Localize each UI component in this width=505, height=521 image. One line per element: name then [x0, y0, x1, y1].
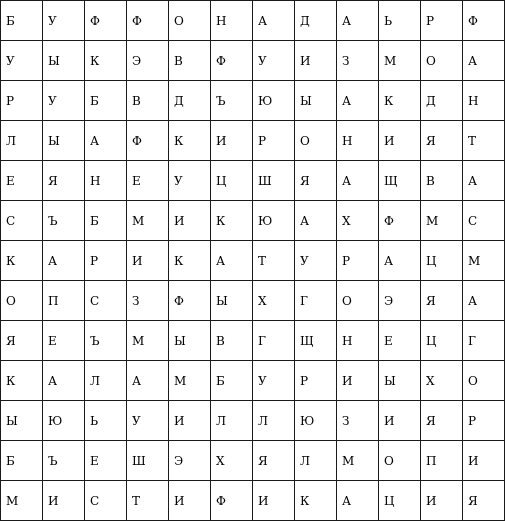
letter-cell[interactable]: Ы — [295, 81, 337, 121]
letter-cell[interactable]: А — [43, 361, 85, 401]
letter-cell[interactable]: С — [1, 201, 43, 241]
letter-cell[interactable]: П — [421, 441, 463, 481]
letter-cell[interactable]: Б — [1, 1, 43, 41]
letter-cell[interactable]: Р — [337, 241, 379, 281]
letter-cell[interactable]: А — [463, 161, 505, 201]
letter-cell[interactable]: И — [379, 401, 421, 441]
letter-cell[interactable]: Д — [421, 81, 463, 121]
letter-cell[interactable]: А — [337, 481, 379, 521]
letter-cell[interactable]: Н — [337, 121, 379, 161]
letter-cell[interactable]: Ф — [463, 1, 505, 41]
letter-cell[interactable]: И — [421, 481, 463, 521]
letter-cell[interactable]: Л — [1, 121, 43, 161]
letter-cell[interactable]: Я — [421, 121, 463, 161]
letter-cell[interactable]: О — [295, 121, 337, 161]
letter-cell[interactable]: Ы — [43, 41, 85, 81]
letter-cell[interactable]: Ц — [421, 321, 463, 361]
letter-cell[interactable]: Ф — [127, 1, 169, 41]
letter-cell[interactable]: У — [253, 41, 295, 81]
letter-cell[interactable]: Л — [295, 441, 337, 481]
letter-cell[interactable]: Д — [295, 1, 337, 41]
letter-cell[interactable]: Е — [43, 321, 85, 361]
letter-cell[interactable]: Ь — [379, 1, 421, 41]
letter-cell[interactable]: А — [337, 81, 379, 121]
letter-cell[interactable]: Л — [211, 401, 253, 441]
letter-cell[interactable]: Р — [463, 401, 505, 441]
letter-cell[interactable]: Ы — [379, 361, 421, 401]
letter-cell[interactable]: К — [1, 361, 43, 401]
letter-cell[interactable]: Ъ — [211, 81, 253, 121]
letter-cell[interactable]: Ъ — [43, 201, 85, 241]
letter-cell[interactable]: Г — [463, 321, 505, 361]
letter-cell[interactable]: Э — [127, 41, 169, 81]
letter-cell[interactable]: А — [337, 1, 379, 41]
letter-cell[interactable]: Я — [253, 441, 295, 481]
letter-cell[interactable]: Я — [463, 481, 505, 521]
letter-cell[interactable]: О — [463, 361, 505, 401]
letter-cell[interactable]: Р — [421, 1, 463, 41]
letter-cell[interactable]: Е — [127, 161, 169, 201]
letter-cell[interactable]: Ф — [169, 281, 211, 321]
letter-cell[interactable]: Я — [421, 281, 463, 321]
grid-row — [1, 401, 505, 441]
letter-cell[interactable]: Ы — [169, 321, 211, 361]
letter-cell[interactable]: Я — [1, 321, 43, 361]
letter-cell[interactable]: К — [211, 201, 253, 241]
letter-cell[interactable]: Г — [295, 281, 337, 321]
letter-cell[interactable]: Ц — [211, 161, 253, 201]
letter-cell[interactable]: Т — [463, 121, 505, 161]
letter-cell[interactable]: С — [85, 281, 127, 321]
letter-cell[interactable]: И — [169, 481, 211, 521]
grid-row — [1, 321, 505, 361]
letter-cell[interactable]: Н — [337, 321, 379, 361]
grid-row — [1, 241, 505, 281]
grid-row — [1, 1, 505, 41]
letter-cell[interactable]: Ф — [379, 201, 421, 241]
letter-cell[interactable]: Я — [295, 161, 337, 201]
letter-cell[interactable]: Б — [85, 201, 127, 241]
letter-cell[interactable]: О — [337, 281, 379, 321]
letter-cell[interactable]: Щ — [379, 161, 421, 201]
letter-cell[interactable]: К — [1, 241, 43, 281]
letter-cell[interactable]: М — [337, 441, 379, 481]
letter-cell[interactable]: А — [379, 241, 421, 281]
letter-cell[interactable]: Ф — [211, 41, 253, 81]
letter-cell[interactable]: Х — [211, 441, 253, 481]
letter-cell[interactable]: У — [169, 161, 211, 201]
letter-cell[interactable]: О — [421, 41, 463, 81]
letter-cell[interactable]: Ь — [85, 401, 127, 441]
letter-cell[interactable]: Ю — [253, 81, 295, 121]
letter-cell[interactable]: У — [43, 1, 85, 41]
letter-cell[interactable]: А — [85, 121, 127, 161]
letter-cell[interactable]: З — [337, 401, 379, 441]
grid-row — [1, 161, 505, 201]
letter-cell[interactable]: Т — [253, 241, 295, 281]
letter-cell[interactable]: Ф — [211, 481, 253, 521]
letter-cell[interactable]: Л — [253, 401, 295, 441]
letter-cell[interactable]: Б — [85, 81, 127, 121]
grid-row — [1, 441, 505, 481]
grid-row — [1, 361, 505, 401]
letter-cell[interactable]: М — [379, 41, 421, 81]
letter-cell[interactable]: Д — [169, 81, 211, 121]
letter-cell[interactable]: И — [169, 201, 211, 241]
letter-cell[interactable]: А — [127, 361, 169, 401]
letter-cell[interactable]: И — [379, 121, 421, 161]
letter-cell[interactable]: С — [463, 201, 505, 241]
letter-cell[interactable]: К — [169, 121, 211, 161]
letter-cell[interactable]: Т — [127, 481, 169, 521]
letter-cell[interactable]: М — [1, 481, 43, 521]
letter-cell[interactable]: О — [1, 281, 43, 321]
letter-cell[interactable]: Б — [211, 361, 253, 401]
letter-cell[interactable]: М — [421, 201, 463, 241]
letter-cell[interactable]: В — [169, 41, 211, 81]
letter-cell[interactable]: И — [211, 121, 253, 161]
letter-cell[interactable]: М — [463, 241, 505, 281]
grid-row — [1, 201, 505, 241]
grid-row — [1, 81, 505, 121]
letter-cell[interactable]: Х — [253, 281, 295, 321]
letter-cell[interactable]: А — [295, 201, 337, 241]
letter-cell[interactable]: Г — [253, 321, 295, 361]
letter-cell[interactable]: Н — [85, 161, 127, 201]
letter-cell[interactable]: Р — [253, 121, 295, 161]
letter-cell[interactable]: Л — [85, 361, 127, 401]
letter-cell[interactable]: К — [379, 81, 421, 121]
letter-cell[interactable]: У — [127, 401, 169, 441]
letter-cell[interactable]: Ы — [43, 121, 85, 161]
letter-table-body — [1, 1, 505, 521]
letter-cell[interactable]: О — [379, 441, 421, 481]
letter-cell[interactable]: В — [421, 161, 463, 201]
letter-cell[interactable]: Е — [379, 321, 421, 361]
letter-cell[interactable]: Ц — [379, 481, 421, 521]
letter-cell[interactable]: Я — [421, 401, 463, 441]
letter-cell[interactable]: И — [295, 41, 337, 81]
letter-cell[interactable]: А — [211, 241, 253, 281]
letter-cell[interactable]: Ю — [43, 401, 85, 441]
letter-cell[interactable]: Я — [43, 161, 85, 201]
letter-cell[interactable]: Е — [1, 161, 43, 201]
letter-cell[interactable]: И — [463, 441, 505, 481]
grid-row — [1, 481, 505, 521]
letter-cell[interactable]: Н — [211, 1, 253, 41]
letter-cell[interactable]: Ю — [295, 401, 337, 441]
letter-cell[interactable]: М — [169, 361, 211, 401]
grid-row — [1, 281, 505, 321]
letter-cell[interactable]: М — [127, 201, 169, 241]
letter-cell[interactable]: И — [337, 361, 379, 401]
letter-cell[interactable]: Ю — [253, 201, 295, 241]
letter-cell[interactable]: А — [337, 161, 379, 201]
letter-cell[interactable]: Ъ — [85, 321, 127, 361]
letter-cell[interactable]: Ф — [85, 1, 127, 41]
letter-cell[interactable]: И — [43, 481, 85, 521]
letter-cell[interactable]: П — [43, 281, 85, 321]
letter-cell[interactable]: К — [169, 241, 211, 281]
letter-cell[interactable]: И — [253, 481, 295, 521]
letter-cell[interactable]: В — [127, 81, 169, 121]
letter-cell[interactable]: Ы — [1, 401, 43, 441]
letter-cell[interactable]: А — [463, 41, 505, 81]
letter-cell[interactable]: З — [127, 281, 169, 321]
letter-cell[interactable]: Р — [295, 361, 337, 401]
letter-cell[interactable]: И — [169, 401, 211, 441]
letter-cell[interactable]: Щ — [295, 321, 337, 361]
letter-cell[interactable]: О — [169, 1, 211, 41]
letter-cell[interactable]: Ф — [127, 121, 169, 161]
letter-cell[interactable]: Э — [379, 281, 421, 321]
letter-cell[interactable]: К — [85, 41, 127, 81]
letter-cell[interactable]: М — [127, 321, 169, 361]
letter-cell[interactable]: Р — [85, 241, 127, 281]
letter-cell[interactable]: У — [43, 81, 85, 121]
letter-cell[interactable]: Н — [463, 81, 505, 121]
letter-cell[interactable]: Х — [337, 201, 379, 241]
letter-cell[interactable]: В — [211, 321, 253, 361]
letter-cell[interactable]: С — [85, 481, 127, 521]
letter-cell[interactable]: Ш — [253, 161, 295, 201]
letter-cell[interactable]: Ш — [127, 441, 169, 481]
letter-cell[interactable]: А — [463, 281, 505, 321]
letter-cell[interactable]: А — [253, 1, 295, 41]
letter-cell[interactable]: Б — [1, 441, 43, 481]
letter-cell[interactable]: К — [295, 481, 337, 521]
letter-cell[interactable]: Х — [421, 361, 463, 401]
letter-cell[interactable]: Ц — [421, 241, 463, 281]
letter-cell[interactable]: Е — [85, 441, 127, 481]
letter-cell[interactable]: Р — [1, 81, 43, 121]
letter-cell[interactable]: З — [337, 41, 379, 81]
letter-cell[interactable]: Ъ — [43, 441, 85, 481]
letter-cell[interactable]: Ы — [211, 281, 253, 321]
letter-cell[interactable]: Э — [169, 441, 211, 481]
letter-cell[interactable]: У — [1, 41, 43, 81]
letter-cell[interactable]: И — [127, 241, 169, 281]
letter-cell[interactable]: А — [43, 241, 85, 281]
grid-row — [1, 41, 505, 81]
letter-cell[interactable]: У — [253, 361, 295, 401]
grid-row — [1, 121, 505, 161]
letter-cell[interactable]: У — [295, 241, 337, 281]
